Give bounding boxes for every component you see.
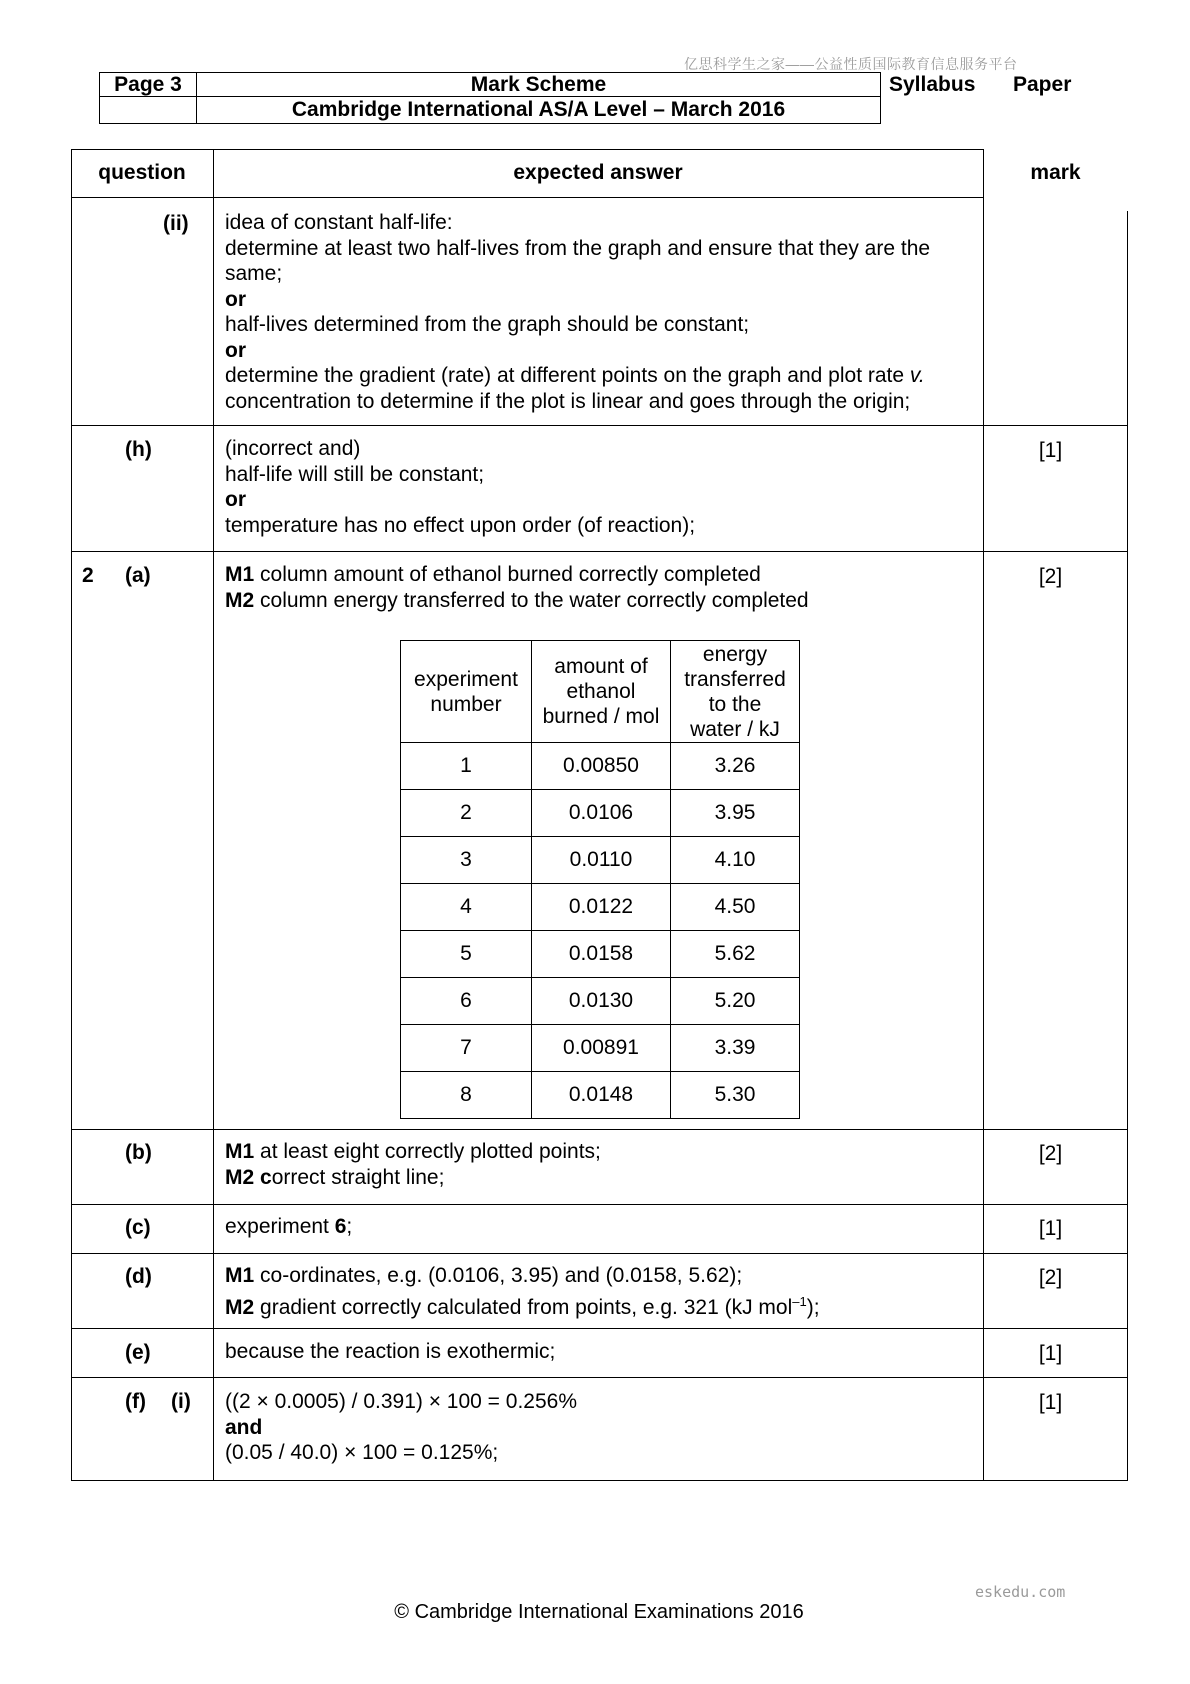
- answer-line: half-life will still be constant;: [225, 462, 485, 486]
- question-label-b: (b): [125, 1141, 152, 1164]
- question-label-f: (f): [125, 1390, 146, 1413]
- table-row: 2 0.0106 3.95: [401, 790, 800, 837]
- watermark-bottom: eskedu.com: [975, 1583, 1066, 1601]
- answer-text: at least eight correctly plotted points;: [254, 1140, 601, 1163]
- versus-abbrev: v.: [909, 364, 925, 387]
- m1-label: M1: [225, 1140, 255, 1163]
- watermark-top: 亿思科学生之家——公益性质国际教育信息服务平台: [684, 56, 1018, 72]
- mark-c: [1]: [1038, 1217, 1063, 1240]
- question-label-e: (e): [125, 1341, 151, 1364]
- question-number-2: 2: [82, 564, 94, 587]
- answer-d: [225, 1263, 975, 1320]
- answer-text: orrect straight line;: [271, 1165, 445, 1189]
- or-keyword: or: [225, 488, 246, 511]
- answer-line: half-lives determined from the graph should be constant;: [225, 313, 750, 336]
- answer-text: experiment: [225, 1215, 335, 1238]
- answer-f-i: [225, 1389, 975, 1466]
- header-syllabus: Syllabus: [889, 73, 976, 96]
- superscript: –1: [792, 1293, 807, 1309]
- answer-line: (0.05 / 40.0) × 100 = 0.125%;: [225, 1441, 499, 1464]
- table-header-amount-ethanol: amount of ethanol burned / mol: [532, 641, 671, 743]
- question-label-h: (h): [125, 438, 152, 461]
- page-header: [99, 72, 881, 124]
- mark-2a: [2]: [1038, 565, 1063, 588]
- answer-h: [225, 436, 975, 538]
- answer-line: [225, 588, 975, 614]
- question-label-c: (c): [125, 1216, 151, 1239]
- answer-line: ((2 × 0.0005) / 0.391) × 100 = 0.256%: [225, 1390, 577, 1413]
- answer-text: column energy transferred to the water correctly completed: [254, 588, 809, 612]
- table-row: 3 0.0110 4.10: [401, 837, 800, 884]
- table-header-experiment-number: experiment number: [401, 641, 532, 743]
- copyright-footer: © Cambridge International Examinations 2016: [394, 1601, 804, 1623]
- answer-c: [225, 1214, 975, 1240]
- mark-h: [1]: [1038, 439, 1063, 462]
- answer-text: column amount of ethanol burned correctly completed: [254, 563, 761, 586]
- experiment-data-table: [400, 640, 800, 1119]
- header-title: Mark Scheme: [196, 72, 881, 97]
- answer-line: (incorrect and): [225, 437, 361, 460]
- answer-line: temperature has no effect upon order (of reaction);: [225, 513, 696, 537]
- m1-label: M1: [225, 563, 255, 586]
- question-sublabel-f-i: (i): [171, 1390, 191, 1413]
- answer-2a: [225, 562, 975, 613]
- and-keyword: and: [225, 1415, 263, 1439]
- table-row: 5 0.0158 5.62: [401, 931, 800, 978]
- header-subtitle: Cambridge International AS/A Level – March 2016: [196, 96, 881, 124]
- mark-e: [1]: [1038, 1342, 1063, 1365]
- question-label-ii: (ii): [163, 212, 189, 235]
- experiment-number: 6: [334, 1215, 347, 1238]
- m2-label: M2: [225, 1295, 255, 1319]
- column-header-question: question: [98, 161, 186, 184]
- table-row: 6 0.0130 5.20: [401, 978, 800, 1025]
- question-label-d: (d): [125, 1265, 152, 1288]
- or-keyword: or: [225, 338, 246, 362]
- page-number-blank-cell: [99, 96, 197, 124]
- answer-text: gradient correctly calculated from points, e.g. 321 (kJ mol: [254, 1295, 793, 1319]
- page-number: Page 3: [99, 72, 197, 97]
- answer-b: [225, 1139, 975, 1190]
- question-label-2a: (a): [125, 564, 151, 587]
- m2-label: M2 c: [225, 1165, 272, 1189]
- header-paper: Paper: [1013, 73, 1072, 96]
- column-header-mark: mark: [1030, 161, 1081, 184]
- table-row: 4 0.0122 4.50: [401, 884, 800, 931]
- answer-line: determine at least two half-lives from the graph and ensure that they are the: [225, 236, 931, 260]
- or-keyword: or: [225, 287, 246, 311]
- mark-f-i: [1]: [1038, 1391, 1063, 1414]
- answer-line: [225, 1139, 975, 1165]
- m2-label: M2: [225, 588, 255, 612]
- answer-text: ;: [346, 1215, 353, 1238]
- answer-line: concentration to determine if the plot is linear and goes through the origin;: [225, 389, 911, 413]
- answer-line: same;: [225, 262, 283, 285]
- table-row: 1 0.00850 3.26: [401, 743, 800, 790]
- answer-e: because the reaction is exothermic;: [225, 1340, 556, 1363]
- m1-label: M1: [225, 1264, 255, 1287]
- column-header-expected-answer: expected answer: [513, 161, 683, 184]
- answer-line: [225, 562, 975, 588]
- answer-line: [225, 1263, 975, 1289]
- table-row: 7 0.00891 3.39: [401, 1025, 800, 1072]
- answer-line: [225, 1289, 975, 1321]
- answer-text: co-ordinates, e.g. (0.0106, 3.95) and (0.0158, 5.62);: [254, 1264, 743, 1287]
- answer-line: [225, 363, 975, 389]
- answer-line: [225, 1165, 975, 1191]
- table-row: 8 0.0148 5.30: [401, 1072, 800, 1119]
- answer-ii: [225, 210, 975, 414]
- answer-text: determine the gradient (rate) at different points on the graph and plot rate: [225, 364, 910, 387]
- table-header-energy-transferred: energy transferred to the water / kJ: [671, 641, 800, 743]
- mark-d: [2]: [1038, 1266, 1063, 1289]
- answer-text: );: [806, 1295, 820, 1319]
- answer-line: idea of constant half-life:: [225, 211, 453, 234]
- mark-b: [2]: [1038, 1142, 1063, 1165]
